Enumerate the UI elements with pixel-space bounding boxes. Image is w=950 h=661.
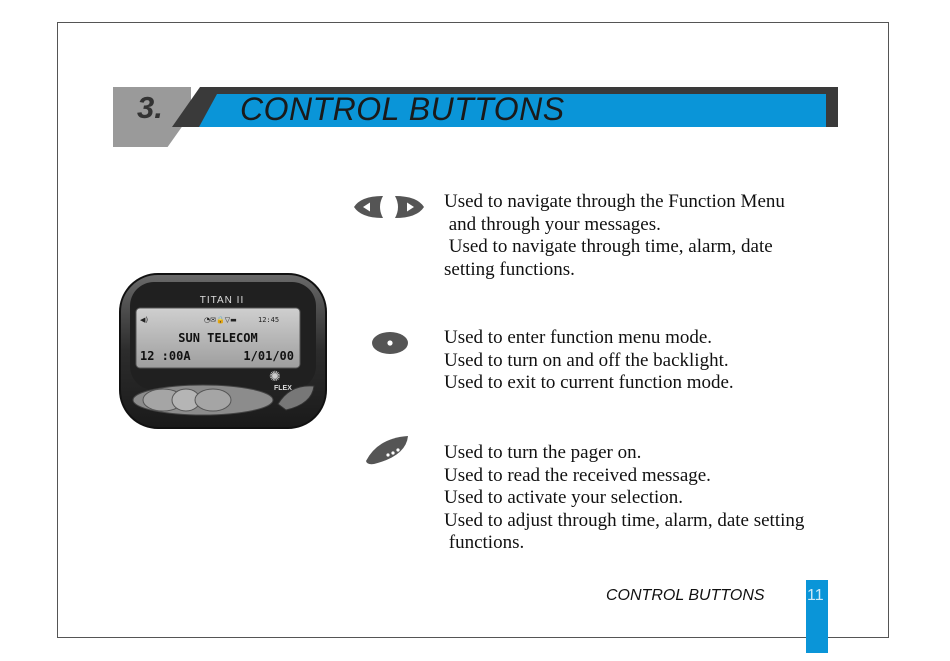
read-select-button-icon [364, 434, 412, 466]
description-line: and through your messages. [444, 213, 661, 235]
button-description-function [444, 327, 734, 395]
description-line: Used to turn on and off the backlight. [444, 349, 729, 371]
description-line: Used to adjust through time, alarm, date setting [444, 509, 805, 531]
screen-line1: SUN TELECOM [178, 331, 258, 345]
status-icons: ◔✉🔒▽▬ [204, 316, 237, 324]
description-line: Used to turn the pager on. [444, 442, 642, 463]
speaker-icon: ◀) [140, 316, 149, 324]
button-description-navigate [444, 191, 785, 281]
description-line: Used to navigate through time, alarm, date [444, 236, 773, 257]
pager-illustration [118, 272, 330, 432]
status-time: 12:45 [258, 316, 280, 324]
screen-date: 1/01/00 [243, 349, 294, 363]
description-line: functions. [444, 532, 525, 553]
description-line: setting functions. [444, 258, 575, 280]
screen-time: 12 :00A [140, 349, 191, 363]
svg-text:✺: ✺ [269, 369, 281, 385]
page-number: 11 [807, 587, 824, 604]
flex-logo: FLEX [274, 385, 292, 392]
page-title: CONTROL BUTTONS [240, 91, 565, 127]
description-line: Used to navigate through the Function Menu [444, 191, 785, 212]
footer-label: CONTROL BUTTONS [606, 587, 765, 604]
center-function-button-icon [370, 330, 410, 356]
description-line: Used to read the received message. [444, 464, 711, 486]
pager-brand: TITAN II [199, 295, 245, 306]
description-line: Used to exit to current function mode. [444, 372, 734, 393]
left-right-arrow-buttons-icon [351, 194, 427, 220]
description-line: Used to activate your selection. [444, 487, 684, 508]
description-line: Used to enter function menu mode. [444, 327, 713, 348]
button-description-read [444, 442, 804, 555]
section-number: 3. [137, 90, 163, 125]
